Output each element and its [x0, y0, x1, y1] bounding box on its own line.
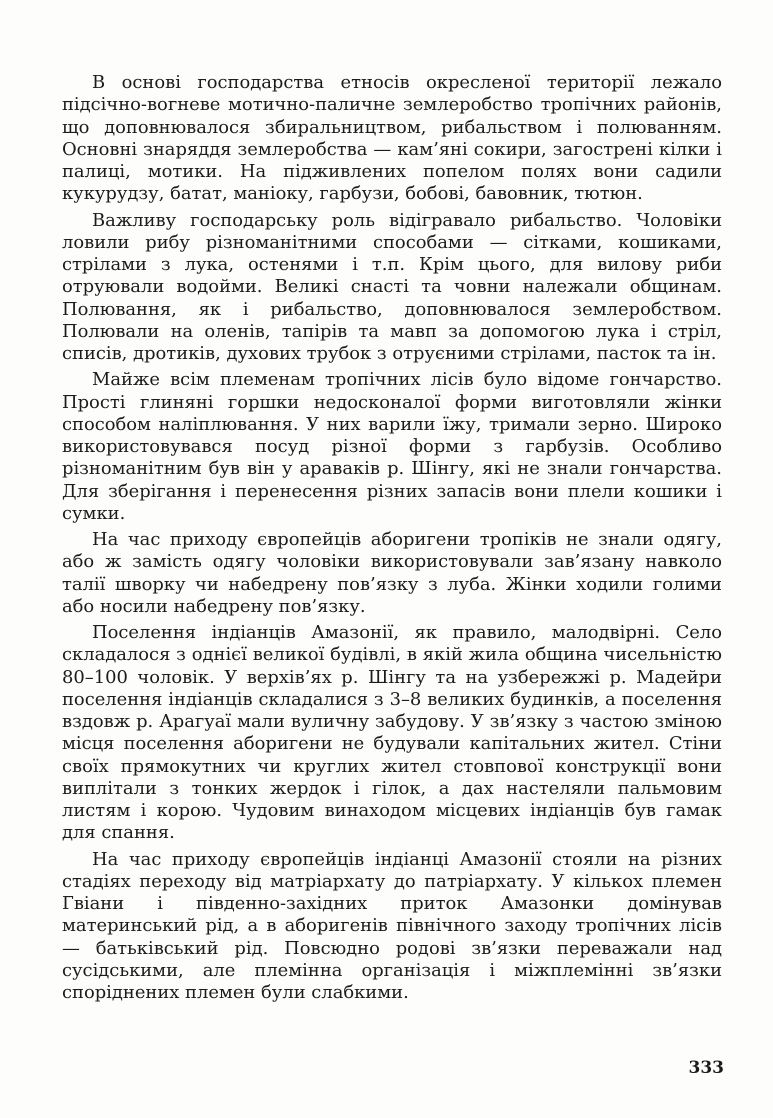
paragraph-pottery: Майже всім племенам тропічних лісів було відоме гончарство. Прості глиняні горшки недосконалої форми виготовляли жінки способом наліплювання. У них варили їжу, тримали зерно. Широко використовувався посуд різної форми з гарбузів. Особливо різноманітним був він у араваків р. Шінгу, які не знали гончарства. Для зберігання і перенесення різних запасів вони плели кошики і сумки. — [62, 369, 722, 524]
body-text — [62, 72, 722, 1008]
page-number: 333 — [688, 1058, 724, 1078]
paragraph-social-organization: На час приходу європейців індіанці Амазонії стояли на різних стадіях переходу від матріархату до патріархату. У кількох племен Гвіани і південно-західних приток Амазонки домінував материнський рід, а в аборигенів північного заходу тропічних лісів — батьківський рід. Повсюдно родові зв’язки переважали над сусідськими, але племінна організація і міжплемінні зв’язки споріднених племен були слабкими. — [62, 848, 722, 1003]
paragraph-agriculture: В основі господарства етносів окресленої території лежало підсічно-вогневе мотично-паличне землеробство тропічних районів, що доповнювалося збиральництвом, рибальством і полюванням. Основні знаряддя землеробства — кам’яні сокири, загострені кілки і палиці, мотики. На підживлених попелом полях вони садили кукурудзу, батат, маніоку, гарбузи, бобові, бавовник, тютюн. — [62, 72, 722, 205]
paragraph-settlements: Поселення індіанців Амазонії, як правило, малодвірні. Село складалося з однієї великої будівлі, в якій жила община чисельністю 80–100 чоловік. У верхів’ях р. Шінгу та на узбережжі р. Мадейри поселення індіанців складалися з 3–8 великих будинків, а поселення вздовж р. Арагуаї мали вуличну забудову. У зв’язку з частою зміною місця поселення аборигени не будували капітальних жител. Стіни своїх прямокутних чи круглих жител стовпової конструкції вони виплітали з тонких жердок і гілок, а дах настеляли пальмовим листям і корою. Чудовим винаходом місцевих індіанців був гамак для спання. — [62, 622, 722, 844]
paragraph-fishing-hunting: Важливу господарську роль відігравало рибальство. Чоловіки ловили рибу різноманітними способами — сітками, кошиками, стрілами з лука, остенями і т.п. Крім цього, для вилову риби отруювали водойми. Великі снасті та човни належали общинам. Полювання, як і рибальство, доповнювалося землеробством. Полювали на оленів, тапірів та мавп за допомогою лука і стріл, списів, дротиків, духових трубок з отруєними стрілами, пасток та ін. — [62, 209, 722, 364]
paragraph-clothing: На час приходу європейців аборигени тропіків не знали одягу, або ж замість одягу чоловіки використовували зав’язану навколо талії шворку чи набедрену пов’язку з луба. Жінки ходили голими або носили набедрену пов’язку. — [62, 529, 722, 617]
